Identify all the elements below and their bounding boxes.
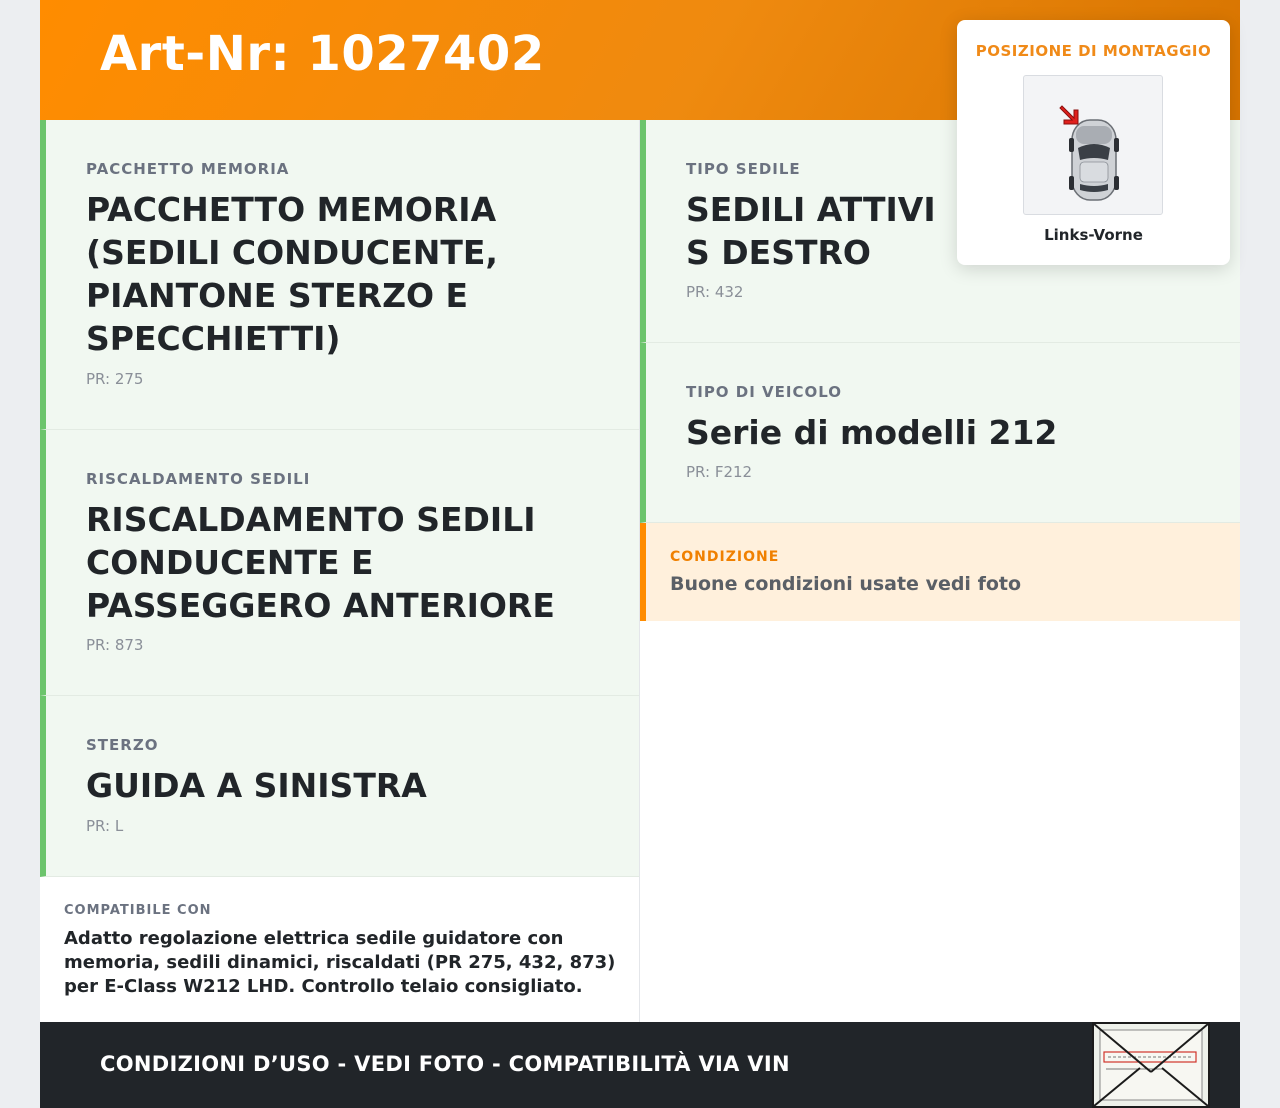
feature-steering: [40, 696, 640, 877]
feature-pr-code: PR: 873: [86, 636, 144, 654]
condition-box: [640, 523, 1240, 621]
feature-seat-heating: [40, 430, 640, 696]
feature-label: TIPO SEDILE: [686, 160, 801, 178]
feature-pr-code: PR: L: [86, 817, 124, 835]
feature-label: RISCALDAMENTO SEDILI: [86, 470, 311, 488]
feature-label: TIPO DI VEICOLO: [686, 383, 843, 401]
condition-label: CONDIZIONE: [670, 549, 780, 565]
car-topview-graphic: [1024, 76, 1162, 214]
feature-value: Serie di modelli 212: [686, 413, 1058, 452]
feature-pr-code: PR: 432: [686, 283, 744, 301]
feature-value: SEDILI ATTIVI S DESTRO: [686, 190, 936, 272]
footer-text: CONDIZIONI D’USO - VEDI FOTO - COMPATIBILITÀ VIA VIN: [100, 1052, 790, 1076]
compatibility-section: [40, 877, 640, 1022]
feature-pr-code: PR: 275: [86, 370, 144, 388]
mounting-position-label: POSIZIONE DI MONTAGGIO: [975, 42, 1212, 60]
footer-bar: [40, 1022, 1240, 1108]
feature-value: GUIDA A SINISTRA: [86, 766, 427, 805]
article-number: Art-Nr: 1027402: [100, 26, 545, 82]
envelope-photo-icon[interactable]: [1092, 1022, 1210, 1108]
feature-pr-code: PR: F212: [686, 463, 753, 481]
feature-memory-package: [40, 120, 640, 430]
car-topview-icon: [1023, 75, 1163, 215]
condition-text: Buone condizioni usate vedi foto: [670, 573, 1022, 595]
feature-label: STERZO: [86, 736, 159, 754]
envelope-photo-graphic: [1094, 1024, 1208, 1106]
mounting-position-caption: Links-Vorne: [1044, 226, 1143, 244]
compatibility-text: Adatto regolazione elettrica sedile guidatore con memoria, sedili dinamici, riscaldati (PR 275, 432, 873) per E-Class W212 LHD. Controllo telaio consigliato.: [64, 928, 616, 997]
feature-value: PACCHETTO MEMORIA (SEDILI CONDUCENTE, PIANTONE STERZO E SPECCHIETTI): [86, 190, 498, 358]
feature-label: PACCHETTO MEMORIA: [86, 160, 290, 178]
mounting-position-card: [957, 20, 1230, 265]
compatibility-label: COMPATIBILE CON: [64, 903, 212, 918]
feature-value: RISCALDAMENTO SEDILI CONDUCENTE E PASSEGGERO ANTERIORE: [86, 500, 555, 625]
feature-vehicle-type: [640, 343, 1240, 523]
